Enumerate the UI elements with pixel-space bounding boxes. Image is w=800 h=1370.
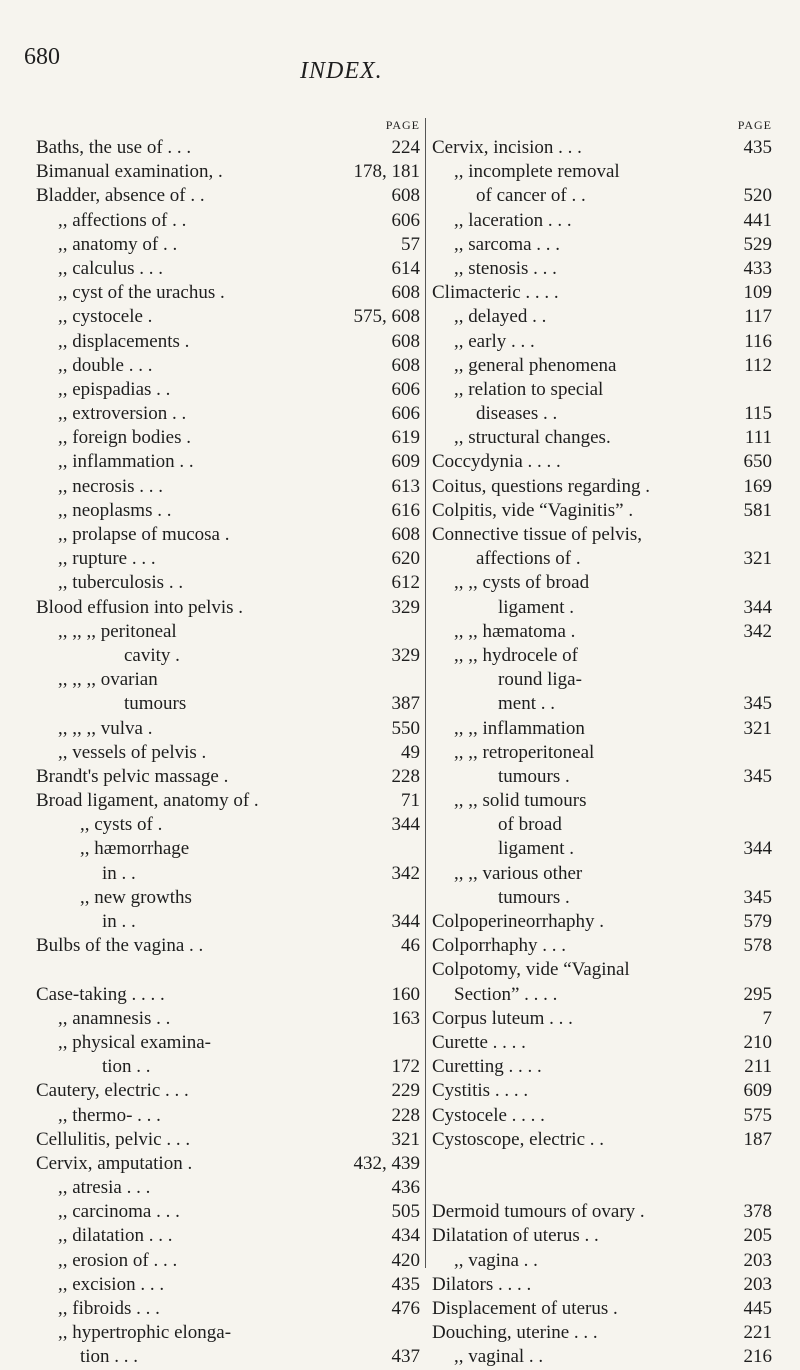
index-entry-text: Cystitis . . . . (432, 1080, 529, 1102)
index-entry-page: 342 (743, 620, 772, 642)
index-entry (36, 1249, 420, 1273)
index-entry-text: Dermoid tumours of ovary . (432, 1201, 645, 1223)
index-entry (36, 1200, 420, 1224)
index-entry-text: tion . . (102, 1056, 151, 1078)
index-entry-page: 216 (743, 1346, 772, 1368)
index-entry (432, 450, 772, 474)
index-entry-text: ,, cystocele . (58, 306, 153, 328)
index-entry-page: 211 (744, 1056, 772, 1078)
index-entry (432, 596, 772, 620)
index-entry-text: ,, cyst of the urachus . (58, 282, 225, 304)
index-entry-text: ,, sarcoma . . . (454, 233, 561, 255)
index-entry-text: ,, early . . . (454, 330, 535, 352)
index-entry-text: ,, vessels of pelvis . (58, 741, 207, 763)
running-title: INDEX. (300, 58, 383, 84)
index-entry (432, 668, 772, 692)
index-entry-page: 650 (743, 451, 772, 473)
index-entry-text: Section” . . . . (454, 983, 558, 1005)
index-entry-text: ,, anamnesis . . (58, 1007, 171, 1029)
index-entry-page: 612 (391, 572, 420, 594)
index-entry-page: 581 (743, 499, 772, 521)
index-entry (432, 789, 772, 813)
index-entry-page: 160 (391, 983, 420, 1005)
index-entry (36, 281, 420, 305)
index-entry-text: Brandt's pelvic massage . (36, 765, 229, 787)
index-entry-page: 529 (743, 233, 772, 255)
index-entry-page: 613 (391, 475, 420, 497)
index-entry (36, 934, 420, 958)
index-entry (36, 910, 420, 934)
index-entry (432, 209, 772, 233)
index-entry-page: 116 (744, 330, 772, 352)
index-spacer (432, 1176, 772, 1200)
index-entry-page: 609 (743, 1080, 772, 1102)
index-entry-page: 606 (391, 378, 420, 400)
page-column-header: PAGE (737, 118, 772, 132)
index-entry-text: Coitus, questions regarding . (432, 475, 650, 497)
index-entry (432, 1297, 772, 1321)
index-entry (432, 983, 772, 1007)
index-entry-text: ,, ,, hydrocele of (454, 644, 578, 666)
index-entry-text: ,, ,, ,, ovarian (58, 669, 158, 691)
index-entry-page: 229 (391, 1080, 420, 1102)
right-entries (432, 136, 772, 1370)
index-entry-text: ,, epispadias . . (58, 378, 171, 400)
index-entry-page: 608 (391, 330, 420, 352)
index-entry (432, 765, 772, 789)
index-entry (36, 450, 420, 474)
index-spacer (432, 1152, 772, 1176)
index-entry (36, 523, 420, 547)
index-entry-page: 329 (391, 644, 420, 666)
index-entry-page: 321 (743, 717, 772, 739)
index-entry-text: Douching, uterine . . . (432, 1322, 598, 1344)
index-entry-text: ,, ,, various other (454, 862, 583, 884)
index-entry-page: 441 (743, 209, 772, 231)
index-entry (432, 184, 772, 208)
index-entry-page: 609 (391, 451, 420, 473)
index-entry-page: 608 (391, 354, 420, 376)
index-entry-text: Colporrhaphy . . . (432, 935, 567, 957)
index-entry (432, 934, 772, 958)
index-entry-text: ,, ,, retroperitoneal (454, 741, 595, 763)
index-entry-page: 205 (743, 1225, 772, 1247)
index-entry-text: Cystocele . . . . (432, 1104, 545, 1126)
index-entry-text: ,, rupture . . . (58, 548, 156, 570)
index-entry-text: Curette . . . . (432, 1031, 526, 1053)
index-entry-page: 476 (391, 1298, 420, 1319)
index-entry-text: ,, delayed . . (454, 306, 547, 328)
index-entry-text: ment . . (498, 693, 555, 715)
index-entry (432, 1007, 772, 1031)
index-entry (36, 426, 420, 450)
index-entry-text: Baths, the use of . . . (36, 137, 192, 158)
index-entry-page: 550 (391, 717, 420, 739)
index-entry-text: ,, erosion of . . . (58, 1249, 178, 1271)
index-entry-page: 620 (391, 548, 420, 570)
index-entry (36, 668, 420, 692)
index-entry (432, 354, 772, 378)
index-entry-page: 210 (743, 1031, 772, 1053)
index-entry-text: ,, anatomy of . . (58, 233, 178, 255)
index-entry-page: 344 (743, 838, 772, 860)
index-entry (36, 547, 420, 571)
index-entry (432, 1055, 772, 1079)
index-entry-page: 112 (744, 354, 772, 376)
index-entry (432, 1079, 772, 1103)
index-entry (432, 523, 772, 547)
index-entry-page: 575 (743, 1104, 772, 1126)
left-entries (36, 136, 420, 1370)
index-entry (36, 983, 420, 1007)
index-entry-text: Curetting . . . . (432, 1056, 542, 1078)
index-entry-text: Cervix, amputation . (36, 1152, 193, 1174)
index-entry (36, 305, 420, 329)
index-entry-page: 46 (401, 935, 420, 957)
index-entry (432, 886, 772, 910)
index-entry (432, 571, 772, 595)
index-entry-page: 436 (391, 1177, 420, 1199)
index-entry-text: ,, vagina . . (454, 1249, 538, 1271)
index-entry-text: diseases . . (476, 403, 558, 425)
index-entry (36, 813, 420, 837)
index-entry-text: ligament . (498, 596, 574, 618)
index-entry-text: tion . . . (80, 1346, 139, 1368)
index-entry (432, 475, 772, 499)
index-entry (36, 1079, 420, 1103)
index-entry-text: Colpoperineorrhaphy . (432, 911, 605, 932)
index-entry-page: 344 (391, 911, 420, 932)
index-entry-text: Bulbs of the vagina . . (36, 935, 204, 957)
index-entry-text: ,, inflammation . . (58, 451, 194, 473)
index-entry-text: ,, extroversion . . (58, 403, 187, 425)
index-entry-text: ,, general phenomena (454, 354, 617, 376)
index-entry-page: 387 (391, 693, 420, 715)
index-entry-page: 435 (391, 1273, 420, 1295)
index-entry (36, 1273, 420, 1297)
column-divider (425, 118, 426, 1268)
index-entry-page: 321 (391, 1128, 420, 1150)
index-entry-text: ,, fibroids . . . (58, 1298, 160, 1319)
index-entry-text: ,, prolapse of mucosa . (58, 524, 230, 545)
index-entry-text: of cancer of . . (476, 185, 586, 207)
index-entry-text: Dilators . . . . (432, 1273, 532, 1295)
index-entry-page: 228 (391, 765, 420, 787)
index-entry (432, 717, 772, 741)
index-entry-page: 329 (391, 596, 420, 618)
index-entry (36, 837, 420, 861)
index-entry-text: tumours (124, 693, 187, 715)
index-spacer (36, 958, 420, 982)
index-entry-text: in . . (102, 911, 136, 932)
index-entry-text: Bladder, absence of . . (36, 185, 205, 207)
index-entry (36, 644, 420, 668)
index-entry (432, 330, 772, 354)
index-entry-page: 505 (391, 1201, 420, 1223)
index-entry-page: 420 (391, 1249, 420, 1271)
index-entry-text: ,, ,, solid tumours (454, 790, 587, 812)
index-entry-text: ligament . (498, 838, 574, 860)
index-entry-page: 616 (391, 499, 420, 521)
index-entry-text: Cautery, electric . . . (36, 1080, 189, 1102)
index-entry-text: ,, excision . . . (58, 1273, 165, 1295)
index-entry (432, 958, 772, 982)
index-entry-text: ,, incomplete removal (454, 161, 620, 183)
index-entry (432, 813, 772, 837)
index-entry-text: Broad ligament, anatomy of . (36, 790, 259, 812)
index-entry (36, 1055, 420, 1079)
index-entry-page: 342 (391, 862, 420, 884)
index-entry (36, 1224, 420, 1248)
index-entry-page: 606 (391, 209, 420, 231)
index-entry-page: 432, 439 (353, 1152, 420, 1174)
index-entry (36, 233, 420, 257)
index-entry (432, 1200, 772, 1224)
index-entry-text: ,, affections of . . (58, 209, 187, 231)
index-entry-text: ,, ,, inflammation (454, 717, 585, 739)
index-entry-page: 608 (391, 524, 420, 545)
index-entry (36, 1176, 420, 1200)
index-entry-text: ,, hypertrophic elonga- (58, 1322, 232, 1344)
index-entry (36, 1104, 420, 1128)
index-entry-text: Colpitis, vide “Vaginitis” . (432, 499, 634, 521)
index-entry-page: 115 (744, 403, 772, 425)
index-entry-text: ,, stenosis . . . (454, 257, 557, 279)
index-entry (432, 257, 772, 281)
index-entry (36, 402, 420, 426)
index-entry (36, 330, 420, 354)
index-entry (36, 475, 420, 499)
index-entry (432, 402, 772, 426)
index-entry-page: 224 (391, 137, 420, 158)
index-entry-page: 221 (743, 1322, 772, 1344)
index-entry-page: 345 (743, 765, 772, 787)
index-entry-text: ,, tuberculosis . . (58, 572, 184, 594)
index-entry (36, 789, 420, 813)
index-entry (36, 886, 420, 910)
index-entry-page: 435 (743, 137, 772, 158)
page-column-header: PAGE (385, 118, 420, 132)
index-entry-text: ,, laceration . . . (454, 209, 572, 231)
index-entry (432, 1031, 772, 1055)
index-entry-text: ,, hæmorrhage (80, 838, 190, 860)
index-entry-page: 109 (743, 282, 772, 304)
index-column-right (432, 118, 772, 1370)
index-entry (36, 1007, 420, 1031)
index-entry-text: ,, atresia . . . (58, 1177, 151, 1199)
index-entry-page: 344 (391, 814, 420, 836)
index-entry-text: ,, ,, ,, vulva . (58, 717, 153, 739)
index-entry-text: ,, displacements . (58, 330, 190, 352)
index-entry-text: ,, ,, hæmatoma . (454, 620, 576, 642)
index-entry (36, 257, 420, 281)
index-entry-text: Case-taking . . . . (36, 983, 165, 1005)
page-number: 680 (24, 44, 60, 70)
index-entry-text: cavity . (124, 644, 180, 666)
index-entry (432, 862, 772, 886)
index-entry-text: ,, ,, cysts of broad (454, 572, 590, 594)
index-entry-page: 117 (744, 306, 772, 328)
index-entry-page: 49 (401, 741, 420, 763)
index-entry-text: tumours . (498, 765, 570, 787)
index-entry-page: 575, 608 (353, 306, 420, 328)
index-entry (432, 837, 772, 861)
index-entry-text: Colpotomy, vide “Vaginal (432, 959, 630, 981)
index-entry-text: ,, relation to special (454, 378, 604, 400)
index-entry-page: 344 (743, 596, 772, 618)
index-entry-text: ,, double . . . (58, 354, 153, 376)
index-entry (36, 136, 420, 160)
index-entry-page: 434 (391, 1225, 420, 1247)
index-entry-text: tumours . (498, 886, 570, 908)
index-entry-text: Displacement of uterus . (432, 1298, 618, 1319)
index-entry (432, 1224, 772, 1248)
index-entry (432, 910, 772, 934)
index-entry-text: ,, neoplasms . . (58, 499, 172, 521)
index-entry-text: ,, physical examina- (58, 1031, 212, 1053)
index-entry-page: 57 (401, 233, 420, 255)
index-entry-page: 445 (743, 1298, 772, 1319)
index-entry-page: 437 (391, 1346, 420, 1368)
index-entry (36, 717, 420, 741)
index-entry (432, 160, 772, 184)
index-entry (432, 378, 772, 402)
index-entry-page: 295 (743, 983, 772, 1005)
index-entry (36, 741, 420, 765)
index-entry-text: ,, foreign bodies . (58, 427, 191, 449)
index-entry-page: 578 (743, 935, 772, 957)
index-entry-text: Corpus luteum . . . (432, 1007, 573, 1029)
index-entry-page: 169 (743, 475, 772, 497)
index-entry (432, 1249, 772, 1273)
index-entry-text: in . . (102, 862, 136, 884)
index-entry-page: 608 (391, 282, 420, 304)
index-entry-text: Cystoscope, electric . . (432, 1128, 605, 1150)
index-entry (36, 1297, 420, 1321)
index-entry-page: 163 (391, 1007, 420, 1029)
index-entry-text: ,, thermo- . . . (58, 1104, 161, 1126)
index-entry-text: of broad (498, 814, 562, 836)
index-entry-page: 614 (391, 257, 420, 279)
index-entry-text: Dilatation of uterus . . (432, 1225, 599, 1247)
index-entry (432, 136, 772, 160)
index-entry (36, 160, 420, 184)
index-entry-page: 433 (743, 257, 772, 279)
index-entry (36, 209, 420, 233)
index-entry-page: 71 (401, 790, 420, 812)
index-entry (432, 692, 772, 716)
index-entry (36, 596, 420, 620)
index-entry-text: Cervix, incision . . . (432, 137, 582, 158)
index-entry-text: Bimanual examination, . (36, 161, 223, 183)
index-entry (36, 620, 420, 644)
index-entry (36, 499, 420, 523)
index-entry-page: 187 (743, 1128, 772, 1150)
index-entry (36, 571, 420, 595)
index-entry-text: ,, ,, ,, peritoneal (58, 620, 177, 642)
index-entry (432, 741, 772, 765)
index-entry-text: affections of . (476, 548, 581, 570)
index-entry (432, 281, 772, 305)
index-entry-text: ,, new growths (80, 886, 192, 908)
index-entry (432, 1104, 772, 1128)
index-entry-text: Connective tissue of pelvis, (432, 524, 643, 545)
index-entry-text: ,, vaginal . . (454, 1346, 544, 1368)
index-column-left (36, 118, 420, 1370)
index-entry (36, 765, 420, 789)
index-entry-text: ,, dilatation . . . (58, 1225, 173, 1247)
index-entry-page: 203 (743, 1249, 772, 1271)
index-entry (36, 692, 420, 716)
index-entry-page: 178, 181 (353, 161, 420, 183)
index-entry (36, 354, 420, 378)
index-entry (36, 1128, 420, 1152)
index-entry (36, 184, 420, 208)
index-entry-page: 579 (743, 911, 772, 932)
index-entry-page: 228 (391, 1104, 420, 1126)
index-entry-page: 520 (743, 185, 772, 207)
index-entry-page: 321 (743, 548, 772, 570)
index-entry-page: 345 (743, 886, 772, 908)
index-entry-text: ,, cysts of . (80, 814, 163, 836)
index-entry-page: 619 (391, 427, 420, 449)
index-entry-text: Cellulitis, pelvic . . . (36, 1128, 191, 1150)
index-entry-text: ,, calculus . . . (58, 257, 164, 279)
index-entry (432, 1345, 772, 1369)
index-entry (432, 620, 772, 644)
index-entry (36, 1031, 420, 1055)
index-entry (432, 547, 772, 571)
index-entry-page: 378 (743, 1201, 772, 1223)
index-entry-page: 608 (391, 185, 420, 207)
index-entry-text: ,, structural changes. (454, 427, 611, 449)
index-entry-page: 111 (744, 427, 772, 449)
index-entry (432, 499, 772, 523)
index-entry-page: 203 (743, 1273, 772, 1295)
index-entry-page: 172 (391, 1056, 420, 1078)
index-entry (432, 305, 772, 329)
index-entry (432, 426, 772, 450)
index-entry-text: Coccydynia . . . . (432, 451, 561, 473)
index-entry (36, 378, 420, 402)
index-entry-page: 606 (391, 403, 420, 425)
index-entry-text: round liga- (498, 669, 582, 691)
index-entry-page: 345 (743, 693, 772, 715)
index-entry (36, 862, 420, 886)
index-entry (432, 644, 772, 668)
index-entry (432, 233, 772, 257)
index-entry-text: Blood effusion into pelvis . (36, 596, 244, 618)
index-entry (432, 1273, 772, 1297)
index-entry (432, 1128, 772, 1152)
index-entry-page: 7 (762, 1007, 772, 1029)
index-entry-text: ,, necrosis . . . (58, 475, 164, 497)
index-entry-text: Climacteric . . . . (432, 282, 559, 304)
index-entry-text: ,, carcinoma . . . (58, 1201, 180, 1223)
index-entry (36, 1152, 420, 1176)
index-entry (36, 1345, 420, 1369)
